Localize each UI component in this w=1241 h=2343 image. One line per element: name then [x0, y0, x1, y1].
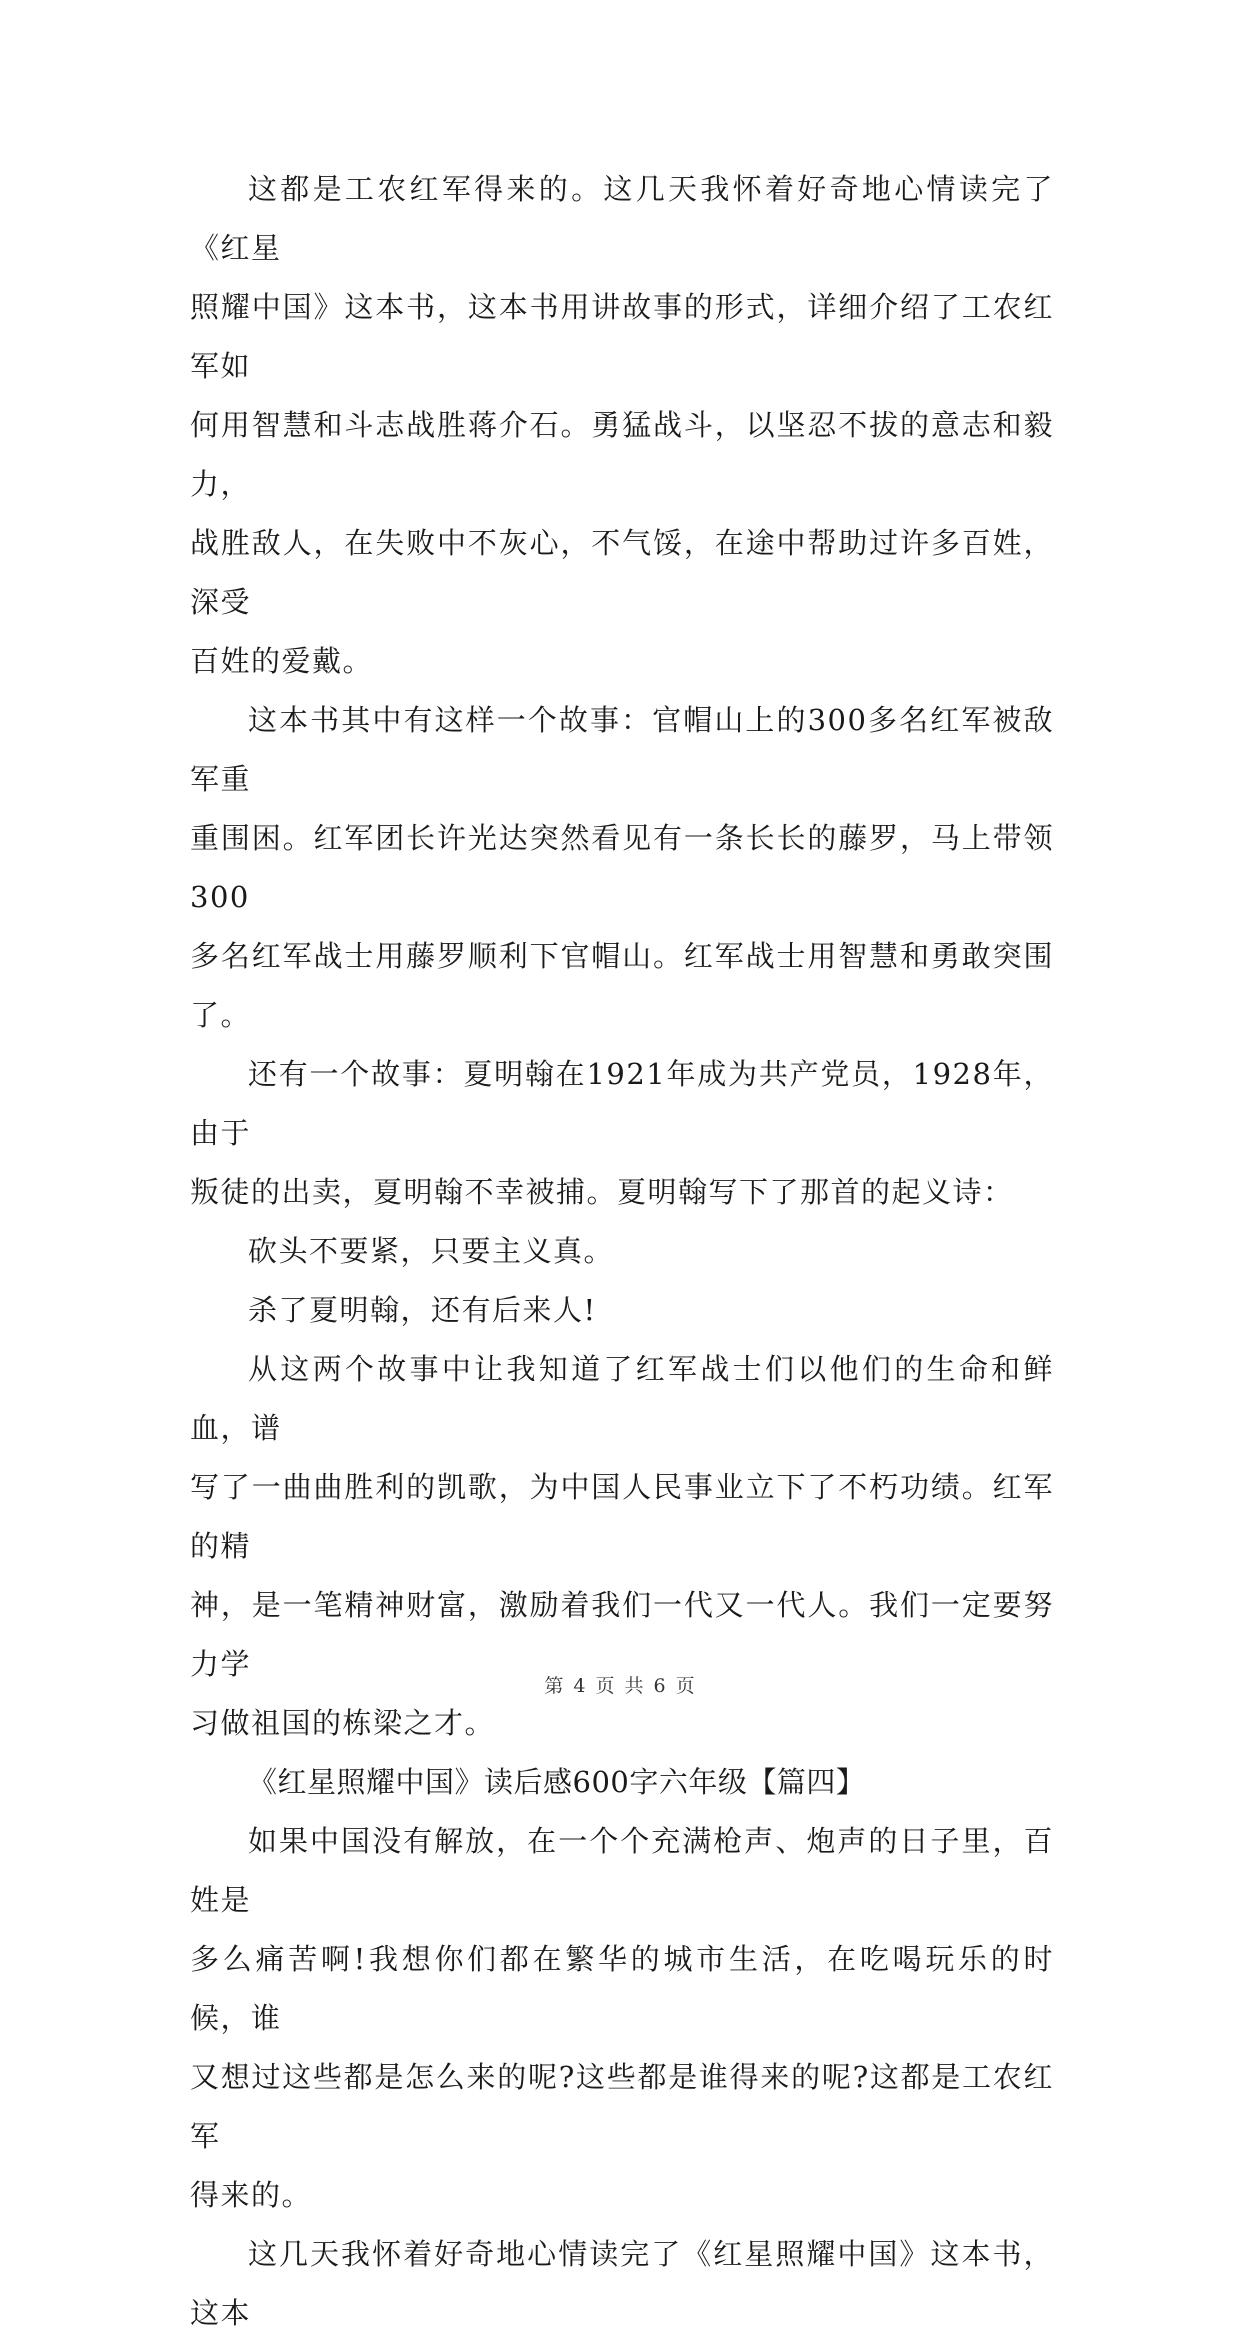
text-line: 如果中国没有解放，在一个个充满枪声、炮声的日子里，百姓是	[190, 1824, 1054, 1917]
text-line: 杀了夏明翰，还有后来人!	[248, 1293, 597, 1327]
text-line: 多么痛苦啊!我想你们都在繁华的城市生活，在吃喝玩乐的时候，谁	[190, 1942, 1054, 2035]
text-line: 百姓的爱戴。	[190, 644, 374, 678]
text-line: 还有一个故事：夏明翰在1921年成为共产党员，1928年，由于	[190, 1057, 1054, 1150]
paragraph	[190, 691, 1054, 1045]
text-line: 得来的。	[190, 2178, 313, 2212]
paragraph	[190, 1812, 1054, 2225]
paragraph	[190, 1045, 1054, 1222]
text-line: 神，是一笔精神财富，激励着我们一代又一代人。我们一定要努力学	[190, 1588, 1054, 1681]
poem-line	[190, 1281, 1054, 1340]
text-line: 多名红军战士用藤罗顺利下官帽山。红军战士用智慧和勇敢突围了。	[190, 939, 1054, 1032]
poem-line	[190, 1222, 1054, 1281]
section-heading: 《红星照耀中国》读后感600字六年级【篇四】	[248, 1765, 866, 1799]
text-line: 习做祖国的栋梁之才。	[190, 1706, 496, 1740]
text-line: 这本书其中有这样一个故事：官帽山上的300多名红军被敌军重	[190, 703, 1054, 796]
text-line: 这都是工农红军得来的。这几天我怀着好奇地心情读完了《红星	[190, 172, 1054, 265]
paragraph	[190, 2225, 1054, 2343]
text-line: 叛徒的出卖，夏明翰不幸被捕。夏明翰写下了那首的起义诗：	[190, 1175, 1014, 1209]
document-body	[190, 160, 1054, 2343]
text-line: 照耀中国》这本书，这本书用讲故事的形式，详细介绍了工农红军如	[190, 290, 1054, 383]
text-line: 战胜敌人，在失败中不灰心，不气馁，在途中帮助过许多百姓，深受	[190, 526, 1054, 619]
page-number-footer: 第 4 页 共 6 页	[544, 1675, 697, 1697]
text-line: 从这两个故事中让我知道了红军战士们以他们的生命和鲜血，谱	[190, 1352, 1054, 1445]
text-line: 砍头不要紧，只要主义真。	[248, 1234, 615, 1268]
text-line: 重围困。红军团长许光达突然看见有一条长长的藤罗，马上带领300	[190, 821, 1054, 914]
text-line: 何用智慧和斗志战胜蒋介石。勇猛战斗，以坚忍不拔的意志和毅力，	[190, 408, 1054, 501]
text-line: 这几天我怀着好奇地心情读完了《红星照耀中国》这本书，这本	[190, 2237, 1054, 2330]
text-line: 写了一曲曲胜利的凯歌，为中国人民事业立下了不朽功绩。红军的精	[190, 1470, 1054, 1563]
paragraph	[190, 160, 1054, 691]
text-line: 又想过这些都是怎么来的呢?这些都是谁得来的呢?这都是工农红军	[190, 2060, 1054, 2153]
